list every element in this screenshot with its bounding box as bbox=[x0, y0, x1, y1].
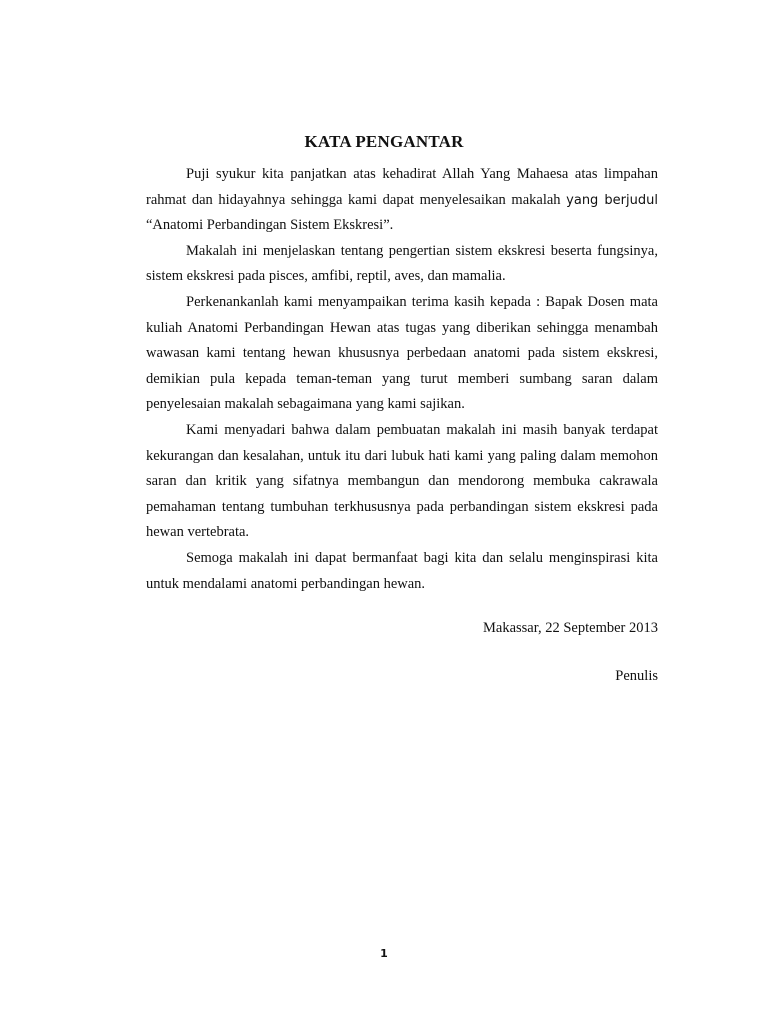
paragraph-1-text-b: “Anatomi Perbandingan Sistem Ekskresi”. bbox=[146, 217, 394, 234]
paragraph-2: Makalah ini menjelaskan tentang pengertian sistem ekskresi beserta fungsinya, sistem ekskresi pada pisces, amfibi, reptil, aves, dan mamalia. bbox=[146, 242, 658, 285]
place-date: Makassar, 22 September 2013 bbox=[483, 620, 658, 636]
paragraph-1-text-a: Puji syukur kita panjatkan atas kehadirat Allah Yang Mahaesa atas limpahan rahmat dan hidayahnya sehingga kami dapat menyelesaikan makalah bbox=[146, 166, 658, 208]
body-text bbox=[146, 162, 658, 597]
paragraph-5: Semoga makalah ini dapat bermanfaat bagi kita dan selalu menginspirasi kita untuk mendalami anatomi perbandingan hewan. bbox=[146, 549, 658, 592]
paragraph-1-sans-phrase: yang berjudul bbox=[566, 192, 658, 208]
paragraph-4: Kami menyadari bahwa dalam pembuatan makalah ini masih banyak terdapat kekurangan dan kesalahan, untuk itu dari lubuk hati kami yang paling dalam memohon saran dan kritik yang sifatnya membangun dan mendorong membuka cakrawala pemahaman tentang tumbuhan terkhususnya pada perbandingan sistem ekskresi pada hewan vertebrata. bbox=[146, 421, 658, 541]
paragraph-1 bbox=[146, 162, 658, 239]
page-title: KATA PENGANTAR bbox=[304, 132, 464, 151]
author-signature: Penulis bbox=[615, 668, 658, 684]
paragraph-3: Perkenankanlah kami menyampaikan terima kasih kepada : Bapak Dosen mata kuliah Anatomi Perbandingan Hewan atas tugas yang diberikan sehingga menambah wawasan kami tentang hewan khususnya perbedaan anatomi pada sistem ekskresi, demikian pula kepada teman-teman yang turut memberi sumbang saran dalam penyelesaian makalah sebagaimana yang kami sajikan. bbox=[146, 293, 658, 413]
page-number: 1 bbox=[380, 947, 388, 960]
